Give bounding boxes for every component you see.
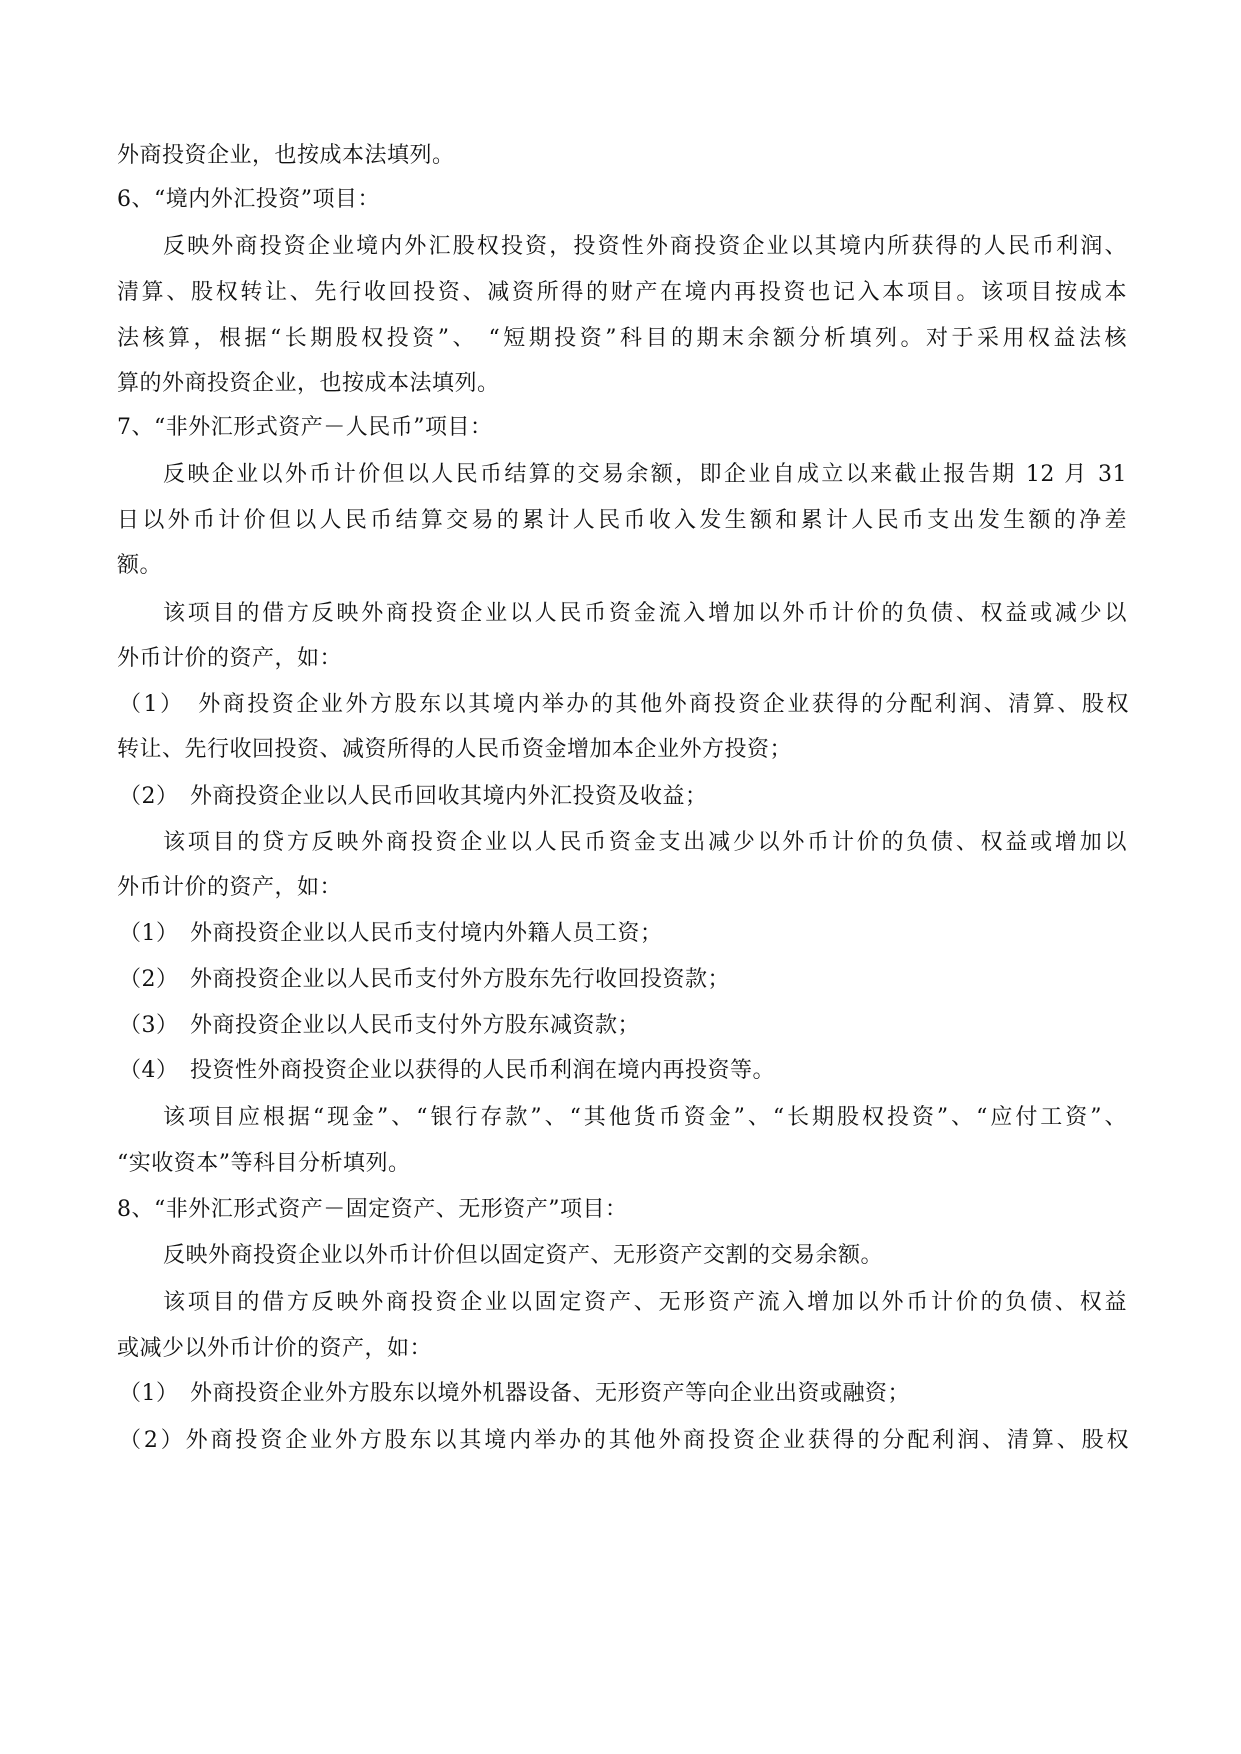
paragraph-line: 额。 [117, 553, 163, 578]
paragraph-line: 外币计价的资产，如： [117, 646, 343, 671]
paragraph-line: 反映外商投资企业境内外汇股权投资，投资性外商投资企业以其境内所获得的人民币利润、 [163, 234, 1127, 259]
list-item: （1） 外商投资企业外方股东以境外机器设备、无形资产等向企业出资或融资； [119, 1381, 910, 1406]
list-item-continuation: 转让、先行收回投资、减资所得的人民币资金增加本企业外方投资； [117, 737, 793, 762]
list-item: （2）外商投资企业外方股东以其境内举办的其他外商投资企业获得的分配利润、清算、股权 [119, 1428, 1129, 1453]
paragraph-line: 反映外商投资企业以外币计价但以固定资产、无形资产交割的交易余额。 [163, 1243, 884, 1268]
paragraph-line: “实收资本”等科目分析填列。 [117, 1151, 411, 1176]
list-item: （1） 外商投资企业外方股东以其境内举办的其他外商投资企业获得的分配利润、清算、股权 [119, 692, 1129, 717]
list-item: （1） 外商投资企业以人民币支付境内外籍人员工资； [119, 921, 663, 946]
section-heading-7: 7、“非外汇形式资产－人民币”项目： [117, 415, 493, 440]
list-item: （4） 投资性外商投资企业以获得的人民币利润在境内再投资等。 [119, 1058, 775, 1083]
paragraph-line: 反映企业以外币计价但以人民币结算的交易余额，即企业自成立以来截止报告期 12 月 31 [163, 462, 1127, 487]
paragraph-line: 该项目的借方反映外商投资企业以人民币资金流入增加以外币计价的负债、权益或减少以 [163, 601, 1127, 626]
list-item: （2） 外商投资企业以人民币支付外方股东先行收回投资款； [119, 967, 730, 992]
paragraph-line: 清算、股权转让、先行收回投资、减资所得的财产在境内再投资也记入本项目。该项目按成本 [117, 280, 1127, 305]
paragraph-line: 或减少以外币计价的资产，如： [117, 1336, 433, 1361]
paragraph-line: 算的外商投资企业，也按成本法填列。 [117, 371, 500, 396]
list-item: （3） 外商投资企业以人民币支付外方股东减资款； [119, 1013, 640, 1038]
paragraph-line: 该项目的借方反映外商投资企业以固定资产、无形资产流入增加以外币计价的负债、权益 [163, 1290, 1127, 1315]
paragraph-line: 日以外币计价但以人民币结算交易的累计人民币收入发生额和累计人民币支出发生额的净差 [117, 508, 1127, 533]
list-item: （2） 外商投资企业以人民币回收其境内外汇投资及收益； [119, 784, 708, 809]
paragraph-line: 外币计价的资产，如： [117, 875, 343, 900]
section-heading-6: 6、“境内外汇投资”项目： [117, 187, 380, 212]
paragraph-line: 该项目应根据“现金”、“银行存款”、“其他货币资金”、“长期股权投资”、“应付工资”、 [163, 1105, 1127, 1130]
paragraph-line: 该项目的贷方反映外商投资企业以人民币资金支出减少以外币计价的负债、权益或增加以 [163, 830, 1127, 855]
paragraph-continuation: 外商投资企业，也按成本法填列。 [117, 143, 455, 168]
section-heading-8: 8、“非外汇形式资产－固定资产、无形资产”项目： [117, 1197, 628, 1222]
paragraph-line: 法核算，根据“长期股权投资”、 “短期投资”科目的期末余额分析填列。对于采用权益法核 [117, 326, 1127, 351]
